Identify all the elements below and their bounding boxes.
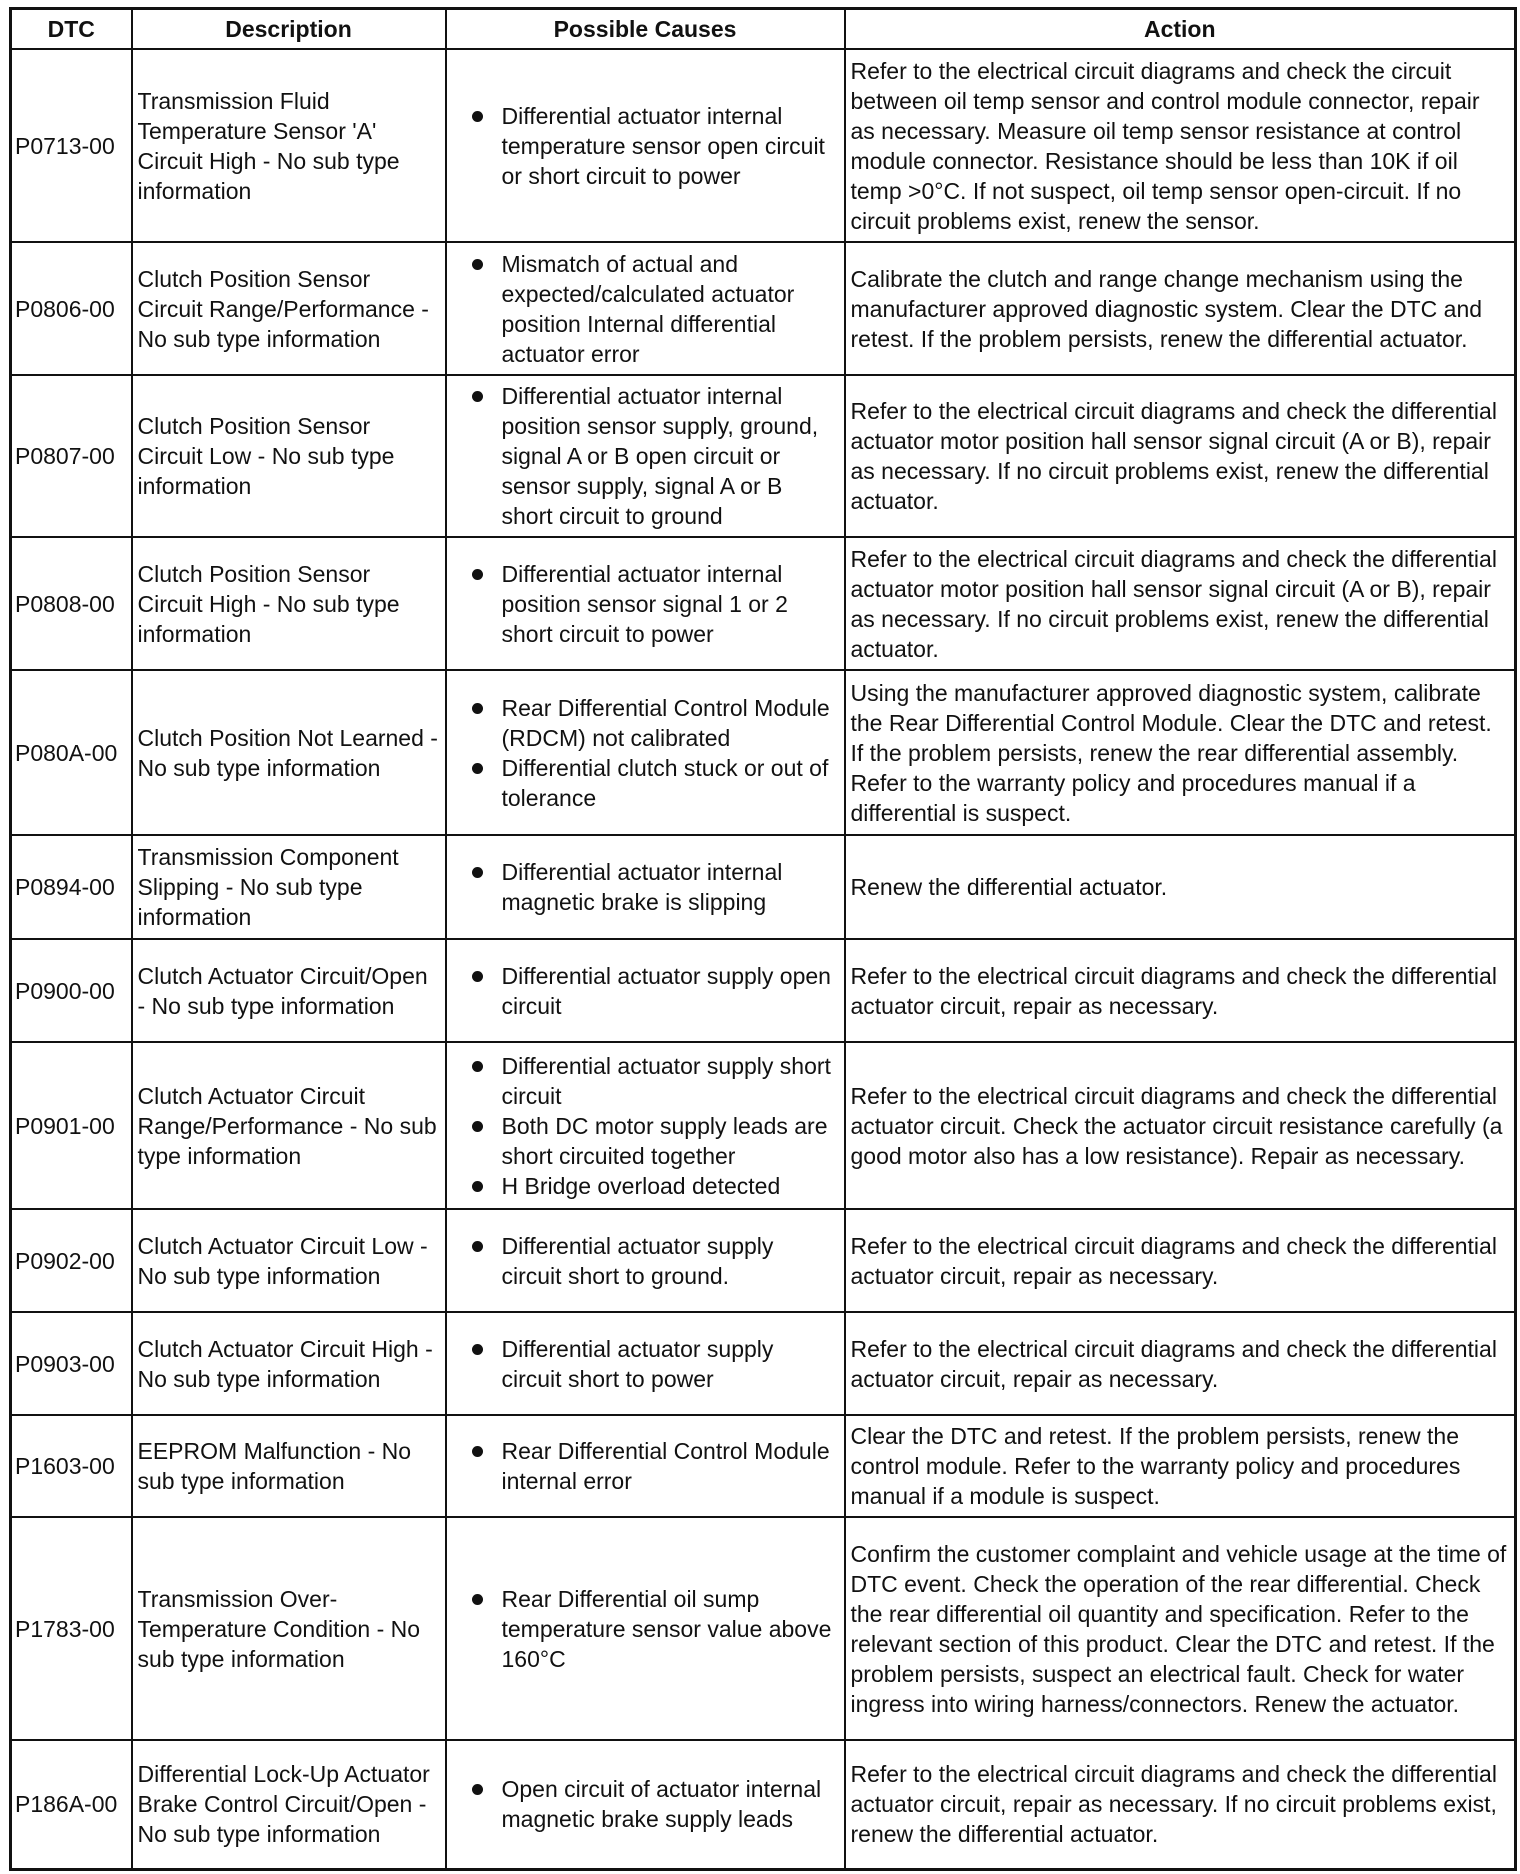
cause-item: Rear Differential Control Module internal error: [472, 1436, 839, 1496]
table-row: [11, 1312, 1516, 1415]
cause-item: Mismatch of actual and expected/calculated actuator position Internal differential actuator error: [472, 249, 839, 369]
action-text: Refer to the electrical circuit diagrams and check the differential actuator circuit, repair as necessary.: [845, 1209, 1516, 1312]
cause-item: Rear Differential oil sump temperature sensor value above 160°C: [472, 1584, 839, 1674]
header-description: Description: [132, 9, 446, 50]
action-text: Refer to the electrical circuit diagrams and check the differential actuator circuit, repair as necessary.: [845, 939, 1516, 1042]
table-row: [11, 375, 1516, 537]
table-row: [11, 537, 1516, 670]
action-text: Using the manufacturer approved diagnostic system, calibrate the Rear Differential Control Module. Clear the DTC and retest. If the problem persists, renew the rear differential assembly. Refer to the warranty policy and procedures manual if a differential is suspect.: [845, 670, 1516, 835]
possible-causes: [446, 939, 845, 1042]
cause-item: Differential clutch stuck or out of tolerance: [472, 753, 839, 813]
causes-list: [452, 1334, 839, 1394]
dtc-code: P1783-00: [11, 1517, 132, 1740]
dtc-code: P186A-00: [11, 1740, 132, 1869]
causes-list: [452, 249, 839, 369]
dtc-description: Clutch Position Sensor Circuit Low - No sub type information: [132, 375, 446, 537]
dtc-description: EEPROM Malfunction - No sub type information: [132, 1415, 446, 1517]
action-text: Refer to the electrical circuit diagrams and check the differential actuator motor position hall sensor signal circuit (A or B), repair as necessary. If no circuit problems exist, renew the differential actuator.: [845, 537, 1516, 670]
causes-list: [452, 693, 839, 813]
cause-item: Open circuit of actuator internal magnetic brake supply leads: [472, 1774, 839, 1834]
header-row: [11, 9, 1516, 50]
action-text: Refer to the electrical circuit diagrams and check the circuit between oil temp sensor and control module connector, repair as necessary. Measure oil temp sensor resistance at control module connector. Resistance should be less than 10K if oil temp >0°C. If not suspect, oil temp sensor open-circuit. If no circuit problems exist, renew the sensor.: [845, 49, 1516, 242]
header-action: Action: [845, 9, 1516, 50]
cause-item: Differential actuator supply open circuit: [472, 961, 839, 1021]
dtc-code: P080A-00: [11, 670, 132, 835]
dtc-description: Clutch Position Sensor Circuit Range/Performance - No sub type information: [132, 242, 446, 375]
table-row: [11, 939, 1516, 1042]
possible-causes: [446, 1517, 845, 1740]
dtc-description: Differential Lock-Up Actuator Brake Control Circuit/Open - No sub type information: [132, 1740, 446, 1869]
action-text: Clear the DTC and retest. If the problem persists, renew the control module. Refer to the warranty policy and procedures manual if a module is suspect.: [845, 1415, 1516, 1517]
action-text: Refer to the electrical circuit diagrams and check the differential actuator circuit, repair as necessary.: [845, 1312, 1516, 1415]
dtc-code: P0894-00: [11, 835, 132, 939]
table-row: [11, 1517, 1516, 1740]
possible-causes: [446, 242, 845, 375]
causes-list: [452, 101, 839, 191]
dtc-code: P0900-00: [11, 939, 132, 1042]
causes-list: [452, 1231, 839, 1291]
causes-list: [452, 1051, 839, 1201]
possible-causes: [446, 537, 845, 670]
cause-item: Both DC motor supply leads are short circuited together: [472, 1111, 839, 1171]
causes-list: [452, 1584, 839, 1674]
header-dtc: DTC: [11, 9, 132, 50]
cause-item: Differential actuator supply short circuit: [472, 1051, 839, 1111]
dtc-code: P0808-00: [11, 537, 132, 670]
action-text: Refer to the electrical circuit diagrams and check the differential actuator circuit. Check the actuator circuit resistance carefully (a good motor also has a low resistance). Repair as necessary.: [845, 1042, 1516, 1209]
cause-item: Differential actuator supply circuit short to ground.: [472, 1231, 839, 1291]
possible-causes: [446, 1312, 845, 1415]
dtc-code: P1603-00: [11, 1415, 132, 1517]
table-row: [11, 1042, 1516, 1209]
cause-item: Differential actuator internal magnetic brake is slipping: [472, 857, 839, 917]
cause-item: Differential actuator internal temperature sensor open circuit or short circuit to power: [472, 101, 839, 191]
cause-item: Differential actuator internal position sensor supply, ground, signal A or B open circuit or sensor supply, signal A or B short circuit to ground: [472, 381, 839, 531]
possible-causes: [446, 1740, 845, 1869]
dtc-code: P0806-00: [11, 242, 132, 375]
causes-list: [452, 857, 839, 917]
table-row: [11, 49, 1516, 242]
table-row: [11, 670, 1516, 835]
causes-list: [452, 1436, 839, 1496]
action-text: Refer to the electrical circuit diagrams and check the differential actuator motor position hall sensor signal circuit (A or B), repair as necessary. If no circuit problems exist, renew the differential actuator.: [845, 375, 1516, 537]
possible-causes: [446, 49, 845, 242]
possible-causes: [446, 670, 845, 835]
possible-causes: [446, 375, 845, 537]
cause-item: Rear Differential Control Module (RDCM) not calibrated: [472, 693, 839, 753]
possible-causes: [446, 1042, 845, 1209]
table-row: [11, 1740, 1516, 1869]
dtc-table: [9, 7, 1517, 1871]
action-text: Renew the differential actuator.: [845, 835, 1516, 939]
action-text: Confirm the customer complaint and vehicle usage at the time of DTC event. Check the operation of the rear differential. Check the rear differential oil quantity and specification. Refer to the relevant section of this product. Clear the DTC and retest. If the problem persists, suspect an electrical fault. Check for water ingress into wiring harness/connectors. Renew the actuator.: [845, 1517, 1516, 1740]
table-row: [11, 1415, 1516, 1517]
header-possible-causes: Possible Causes: [446, 9, 845, 50]
dtc-code: P0902-00: [11, 1209, 132, 1312]
cause-item: H Bridge overload detected: [472, 1171, 839, 1201]
dtc-code: P0713-00: [11, 49, 132, 242]
dtc-description: Clutch Position Sensor Circuit High - No sub type information: [132, 537, 446, 670]
table-row: [11, 835, 1516, 939]
cause-item: Differential actuator supply circuit short to power: [472, 1334, 839, 1394]
dtc-description: Clutch Actuator Circuit/Open - No sub type information: [132, 939, 446, 1042]
causes-list: [452, 1774, 839, 1834]
causes-list: [452, 381, 839, 531]
dtc-description: Clutch Position Not Learned - No sub type information: [132, 670, 446, 835]
possible-causes: [446, 1415, 845, 1517]
dtc-description: Transmission Fluid Temperature Sensor 'A' Circuit High - No sub type information: [132, 49, 446, 242]
dtc-code: P0901-00: [11, 1042, 132, 1209]
dtc-code: P0807-00: [11, 375, 132, 537]
possible-causes: [446, 1209, 845, 1312]
dtc-description: Transmission Component Slipping - No sub type information: [132, 835, 446, 939]
action-text: Refer to the electrical circuit diagrams and check the differential actuator circuit, repair as necessary. If no circuit problems exist, renew the differential actuator.: [845, 1740, 1516, 1869]
action-text: Calibrate the clutch and range change mechanism using the manufacturer approved diagnostic system. Clear the DTC and retest. If the problem persists, renew the differential actuator.: [845, 242, 1516, 375]
dtc-description: Clutch Actuator Circuit Low - No sub type information: [132, 1209, 446, 1312]
dtc-description: Transmission Over-Temperature Condition - No sub type information: [132, 1517, 446, 1740]
table-row: [11, 1209, 1516, 1312]
causes-list: [452, 559, 839, 649]
possible-causes: [446, 835, 845, 939]
cause-item: Differential actuator internal position sensor signal 1 or 2 short circuit to power: [472, 559, 839, 649]
table-row: [11, 242, 1516, 375]
dtc-description: Clutch Actuator Circuit Range/Performance - No sub type information: [132, 1042, 446, 1209]
dtc-code: P0903-00: [11, 1312, 132, 1415]
causes-list: [452, 961, 839, 1021]
dtc-description: Clutch Actuator Circuit High - No sub type information: [132, 1312, 446, 1415]
